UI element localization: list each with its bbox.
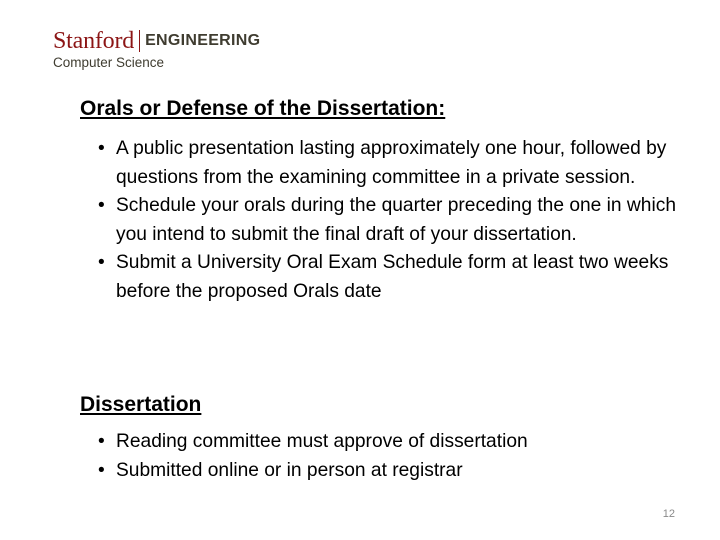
logo-wordmark-row <box>53 28 260 54</box>
list-item-text: Submitted online or in person at registrar <box>116 459 463 481</box>
list-item <box>96 135 676 192</box>
section-heading-orals: Orals or Defense of the Dissertation: <box>80 97 446 120</box>
list-item-text: Reading committee must approve of dissertation <box>116 431 528 452</box>
logo-divider <box>139 30 140 52</box>
list-item-text: Schedule your orals during the quarter preceding the one in which you intend to submit the final draft of your dissertation. <box>116 195 676 245</box>
logo-engineering-text: ENGINEERING <box>145 32 261 49</box>
bullet-icon: • <box>98 252 105 273</box>
stanford-engineering-logo <box>53 28 260 70</box>
logo-stanford-wordmark: Stanford <box>53 28 135 54</box>
bullet-list-orals <box>96 135 676 306</box>
list-item <box>96 457 676 486</box>
logo-department-text: Computer Science <box>53 55 165 70</box>
list-item-text: Submit a University Oral Exam Schedule form at least two weeks before the proposed Orals date <box>116 252 669 302</box>
list-item <box>96 428 676 457</box>
page-number: 12 <box>662 508 675 520</box>
list-item <box>96 249 676 306</box>
bullet-icon: • <box>98 431 105 452</box>
bullet-icon: • <box>98 459 105 481</box>
bullet-icon: • <box>98 195 105 216</box>
section-heading-dissertation: Dissertation <box>80 393 202 416</box>
list-item <box>96 192 676 249</box>
list-item-text: A public presentation lasting approximately one hour, followed by questions from the examining committee in a private session. <box>116 138 667 188</box>
bullet-icon: • <box>98 138 105 159</box>
bullet-list-dissertation <box>96 428 676 485</box>
